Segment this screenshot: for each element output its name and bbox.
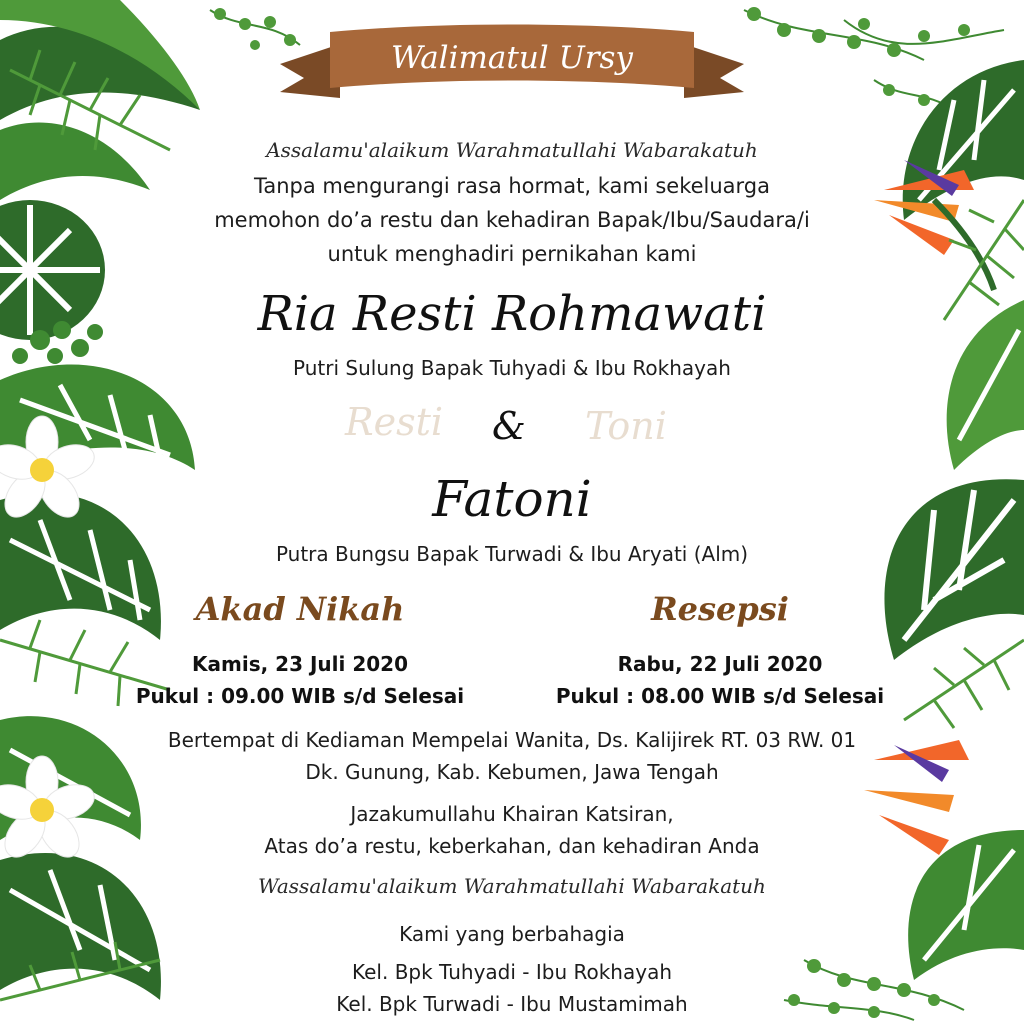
family-bride: Kel. Bpk Tuhyadi - Ibu Rokhayah bbox=[352, 960, 672, 984]
thanks-line-2: Atas do’a restu, keberkahan, dan kehadiran Anda bbox=[264, 834, 760, 858]
bride-parents: Putri Sulung Bapak Tuhyadi & Ibu Rokhayah bbox=[293, 356, 731, 380]
akad-date: Kamis, 23 Juli 2020 bbox=[192, 652, 408, 676]
intro-line-2: memohon do’a restu dan kehadiran Bapak/Ibu/Saudara/i bbox=[214, 208, 810, 232]
groom-name: Fatoni bbox=[432, 470, 592, 528]
groom-parents: Putra Bungsu Bapak Turwadi & Ibu Aryati (Alm) bbox=[275, 542, 749, 566]
intro-line-3: untuk menghadiri pernikahan kami bbox=[327, 242, 697, 266]
monogram-left: Resti bbox=[345, 400, 444, 444]
family-groom: Kel. Bpk Turwadi - Ibu Mustamimah bbox=[336, 992, 688, 1016]
resepsi-title: Resepsi bbox=[651, 590, 789, 628]
banner-title: Walimatul Ursy bbox=[391, 40, 633, 76]
closing-label: Kami yang berbahagia bbox=[399, 922, 625, 946]
monogram-right: Toni bbox=[585, 404, 667, 448]
resepsi-time: Pukul : 08.00 WIB s/d Selesai bbox=[555, 684, 885, 708]
fern-right-mid bbox=[904, 640, 1024, 728]
greeting-closing: Wassalamu'alaikum Warahmatullahi Wabarakatuh bbox=[258, 874, 766, 898]
venue-line-1: Bertempat di Kediaman Mempelai Wanita, Ds. Kalijirek RT. 03 RW. 01 bbox=[167, 728, 857, 752]
venue-line-2: Dk. Gunung, Kab. Kebumen, Jawa Tengah bbox=[305, 760, 719, 784]
thanks-line-1: Jazakumullahu Khairan Katsiran, bbox=[350, 802, 674, 826]
akad-title: Akad Nikah bbox=[195, 590, 405, 628]
bride-name: Ria Resti Rohmawati bbox=[257, 286, 767, 342]
intro-line-1: Tanpa mengurangi rasa hormat, kami sekeluarga bbox=[254, 174, 770, 198]
greeting-opening: Assalamu'alaikum Warahmatullahi Wabarakatuh bbox=[266, 138, 758, 162]
akad-time: Pukul : 09.00 WIB s/d Selesai bbox=[135, 684, 465, 708]
monogram-ampersand: & bbox=[492, 404, 526, 448]
palm-leaf-top-left bbox=[0, 0, 200, 200]
resepsi-date: Rabu, 22 Juli 2020 bbox=[617, 652, 823, 676]
